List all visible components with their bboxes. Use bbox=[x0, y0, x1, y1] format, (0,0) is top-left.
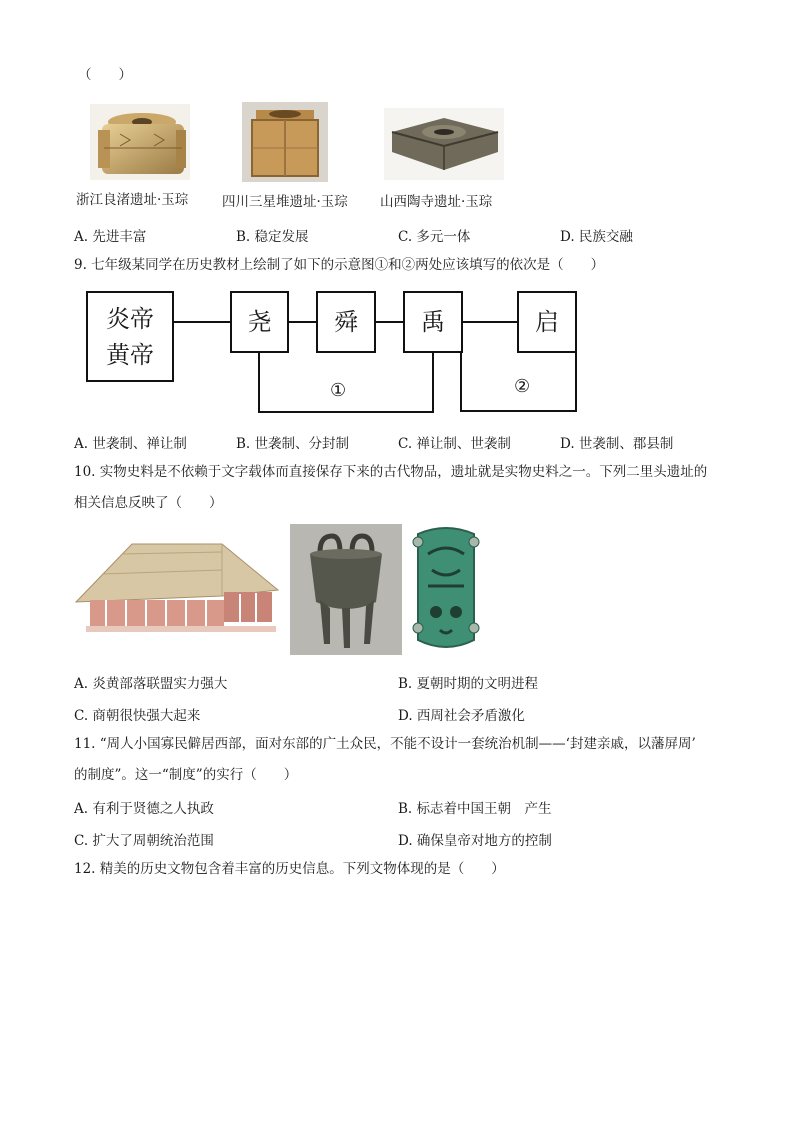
diagram-box-yao bbox=[230, 291, 289, 353]
erlitou-palace-image bbox=[72, 540, 282, 636]
diagram-text-huangdi: 黄帝 bbox=[106, 340, 154, 369]
q10-option-b: B. 夏朝时期的文明进程 bbox=[398, 676, 539, 692]
q10-stem-line2: 相关信息反映了（ ） bbox=[74, 495, 223, 511]
diagram-box-yandi-huangdi bbox=[86, 291, 174, 382]
q8-option-c: C. 多元一体 bbox=[398, 229, 471, 245]
q10-stem-line1: 10. 实物史料是不依赖于文字载体而直接保存下来的古代物品，遗址就是实物史料之一。下列二里头遗址的 bbox=[74, 464, 708, 480]
q10-option-d: D. 西周社会矛盾激化 bbox=[398, 708, 525, 724]
diagram-mark-2: ② bbox=[514, 376, 531, 397]
diagram-text-yandi: 炎帝 bbox=[106, 304, 154, 333]
turquoise-plaque-image bbox=[410, 524, 482, 655]
diagram-mark-1: ① bbox=[330, 380, 347, 401]
q11-option-c: C. 扩大了周朝统治范围 bbox=[74, 833, 214, 849]
q8-option-b: B. 稳定发展 bbox=[236, 229, 309, 245]
q9-option-c: C. 禅让制、世袭制 bbox=[398, 436, 511, 452]
caption-liangzhu: 浙江良渚遗址·玉琮 bbox=[76, 192, 189, 208]
diagram-text-yao: 尧 bbox=[247, 308, 272, 336]
q8-option-a: A. 先进丰富 bbox=[74, 229, 147, 245]
jade-cong-sanxingdui-image bbox=[242, 102, 328, 182]
q12-stem: 12. 精美的历史文物包含着丰富的历史信息。下列文物体现的是（ ） bbox=[74, 861, 505, 877]
diagram-text-qi: 启 bbox=[535, 308, 559, 336]
q9-stem: 9. 七年级某同学在历史教材上绘制了如下的示意图①和②两处应该填写的依次是（ ） bbox=[74, 257, 605, 273]
caption-taosi: 山西陶寺遗址·玉琮 bbox=[380, 194, 493, 210]
q11-option-d: D. 确保皇帝对地方的控制 bbox=[398, 833, 552, 849]
diagram-box-qi bbox=[517, 291, 577, 353]
diagram-text-shun: 舜 bbox=[334, 308, 358, 336]
caption-sanxingdui: 四川三星堆遗址·玉琮 bbox=[222, 194, 348, 210]
q11-option-a: A. 有利于贤德之人执政 bbox=[74, 801, 214, 817]
q9-option-a: A. 世袭制、禅让制 bbox=[74, 436, 187, 452]
q9-option-b: B. 世袭制、分封制 bbox=[236, 436, 350, 452]
q10-option-c: C. 商朝很快强大起来 bbox=[74, 708, 201, 724]
jade-cong-taosi-image bbox=[384, 108, 504, 180]
q9-option-d: D. 世袭制、郡县制 bbox=[560, 436, 674, 452]
jade-cong-liangzhu-image bbox=[90, 104, 190, 180]
q8-answer-bracket: （ ） bbox=[78, 67, 132, 83]
diagram-box-yu bbox=[403, 291, 463, 353]
q10-option-a: A. 炎黄部落联盟实力强大 bbox=[74, 676, 228, 692]
q11-option-b: B. 标志着中国王朝 产生 bbox=[398, 801, 552, 817]
q11-stem-line1: 11. “周人小国寡民僻居西部，面对东部的广土众民，不能不设计一套统治机制——‘封建亲戚，以藩屏周’ bbox=[74, 736, 696, 752]
diagram-box-shun bbox=[316, 291, 376, 353]
q11-stem-line2: 的制度”。这一“制度”的实行（ ） bbox=[74, 767, 298, 783]
q8-option-d: D. 民族交融 bbox=[560, 229, 633, 245]
bronze-ding-image bbox=[290, 524, 402, 655]
diagram-text-yu: 禹 bbox=[421, 308, 445, 336]
